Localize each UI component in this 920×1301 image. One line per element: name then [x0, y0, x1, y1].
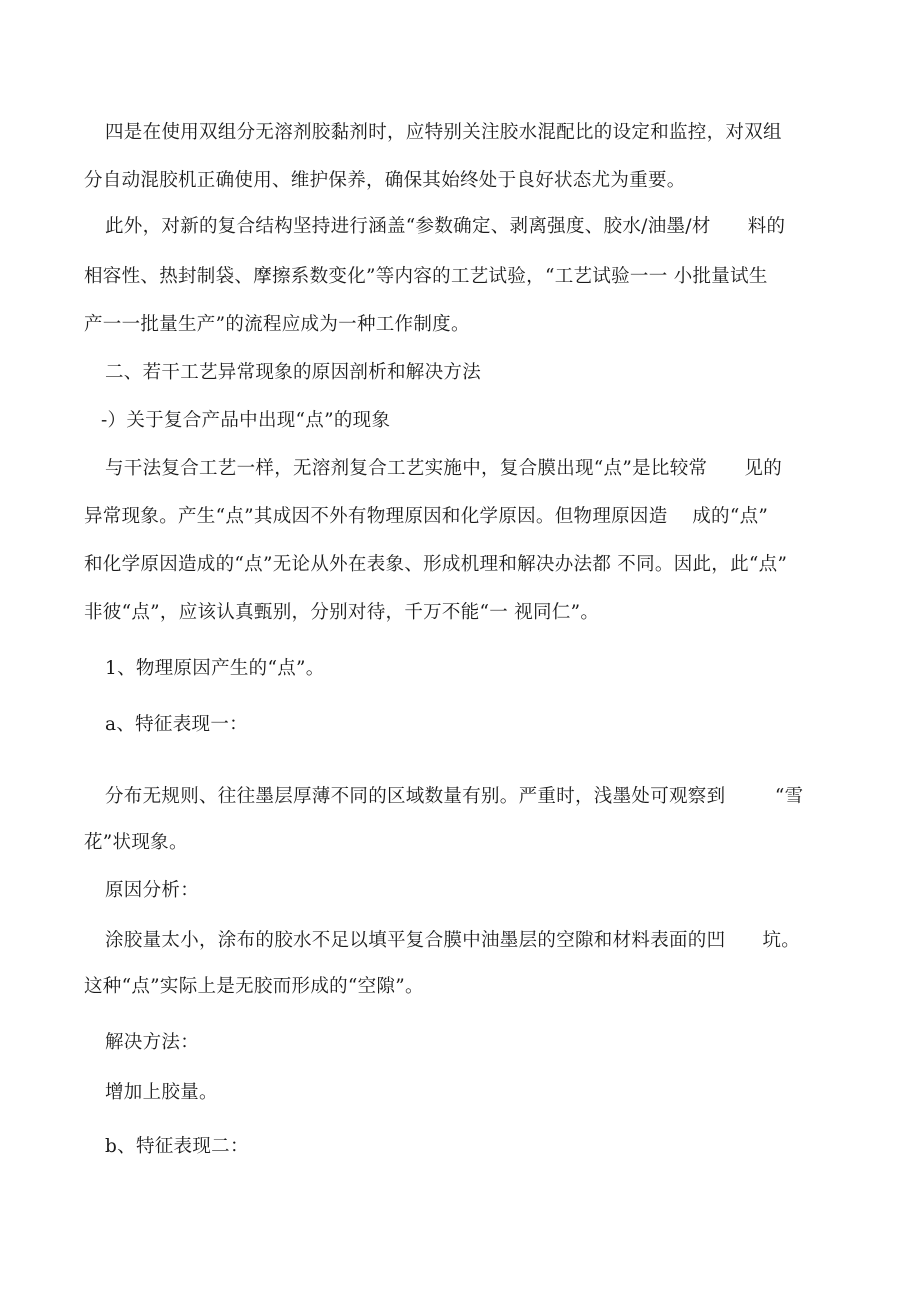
paragraph-line: 四是在使用双组分无溶剂胶黏剂时，应特别关注胶水混配比的设定和监控，对双组 [105, 122, 782, 143]
paragraph-line: 分自动混胶机正确使用、维护保养，确保其始终处于良好状态尤为重要。 [84, 170, 686, 191]
paragraph-line: 与干法复合工艺一样，无溶剂复合工艺实施中，复合膜出现“点”是比较常 见的 [105, 458, 783, 479]
paragraph-line: 此外，对新的复合结构坚持进行涵盖“参数确定、剥离强度、胶水/油墨/材 料的 [105, 216, 786, 237]
paragraph-line: 涂胶量太小，涂布的胶水不足以填平复合膜中油墨层的空隙和材料表面的凹 坑。 [105, 930, 801, 951]
list-subheading: a、特征表现一： [105, 714, 248, 735]
list-heading: 1、物理原因产生的“点”。 [105, 658, 325, 679]
paragraph-line: 相容性、热封制袋、摩擦系数变化”等内容的工艺试验，“工艺试验一一 小批量试生 [84, 266, 768, 287]
list-subheading: b、特征表现二： [105, 1136, 249, 1157]
paragraph-line: 异常现象。产生“点”其成因不外有物理原因和化学原因。但物理原因造 成的“点” [84, 506, 769, 527]
paragraph-line: 这种“点”实际上是无胶而形成的“空隙”。 [84, 976, 424, 997]
paragraph-line: 产一一批量生产”的流程应成为一种工作制度。 [84, 314, 470, 335]
label-line: 解决方法： [105, 1032, 200, 1053]
paragraph-line: 分布无规则、往往墨层厚薄不同的区域数量有别。严重时，浅墨处可观察到 “雪 [105, 786, 804, 807]
paragraph-line: 非彼“点”，应该认真甄别，分别对待，千万不能“一 视同仁”。 [84, 602, 600, 623]
section-heading: 二、若干工艺异常现象的原因剖析和解决方法 [105, 362, 482, 383]
paragraph-line: 花”状现象。 [84, 832, 188, 853]
paragraph-line: 和化学原因造成的“点”无论从外在表象、形成机理和解决办法都 不同。因此，此“点” [84, 554, 788, 575]
subsection-heading: -）关于复合产品中出现“点”的现象 [101, 410, 391, 431]
paragraph-line: 增加上胶量。 [105, 1082, 218, 1103]
label-line: 原因分析： [105, 880, 200, 901]
